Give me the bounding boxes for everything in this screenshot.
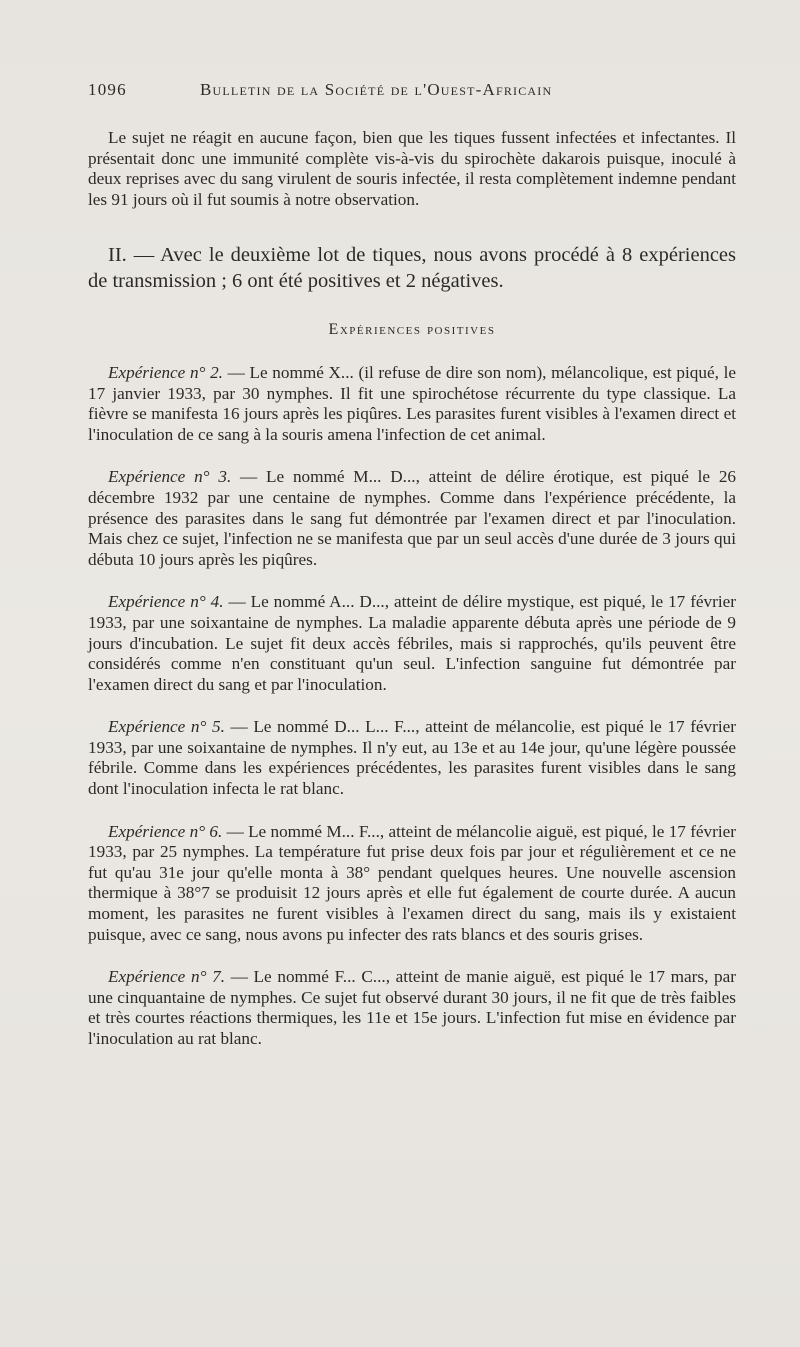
experiment-text: — Le nommé F... C..., atteint de manie aiguë, est piqué le 17 mars, par une cinquantaine de nymphes. Ce sujet fut observé durant 30 jours, il ne fit que de très faibles et très courtes réactions thermiques, les 11e et 15e jours. L'infection fut mise en évidence par l'inoculation au rat blanc.	[88, 967, 736, 1048]
experiment-paragraph	[88, 467, 736, 570]
experiment-text: — Le nommé M... D..., atteint de délire érotique, est piqué le 26 décembre 1932 par une centaine de nymphes. Comme dans l'expérience précédente, la présence des parasites dans le sang fut démontrée par l'examen direct et par l'inoculation. Mais chez ce sujet, l'infection ne se manifesta que par un seul accès d'une durée de 3 jours qui débuta 10 jours après les piqûres.	[88, 467, 737, 569]
experiment-label: Expérience n° 3.	[108, 467, 232, 487]
section-ii-paragraph: II. — Avec le deuxième lot de tiques, nous avons procédé à 8 expériences de transmission ; 6 ont été positives et 2 négatives.	[88, 244, 736, 293]
running-header	[88, 80, 716, 106]
experiment-label: Expérience n° 4.	[108, 592, 224, 612]
experiment-label: Expérience n° 7.	[108, 967, 226, 987]
experiment-paragraph	[88, 717, 736, 799]
intro-paragraph: Le sujet ne réagit en aucune façon, bien que les tiques fussent infectées et infectantes. Il présentait donc une immunité complète vis-à-vis du spirochète dakarois puisque, inoculé à deux reprises avec du sang virulent de souris infectée, il resta complètement indemne pendant les 91 jours où il fut soumis à notre observation.	[88, 128, 736, 209]
experiment-paragraph	[88, 592, 736, 695]
experiment-label: Expérience n° 5.	[108, 717, 225, 737]
experiment-label: Expérience n° 6.	[108, 821, 223, 841]
experiment-paragraph	[88, 967, 736, 1049]
experiment-paragraph	[88, 363, 736, 445]
experiment-label: Expérience n° 2.	[108, 362, 223, 382]
experiment-text: — Le nommé A... D..., atteint de délire mystique, est piqué, le 17 février 1933, par une soixantaine de nymphes. La maladie apparente débuta après une période de 9 jours d'incubation. Le sujet fit deux accès fébriles, mais si rapprochés, qu'ils peuvent être considérés comme n'en constituant qu'un seul. L'infection sanguine fut démontrée par l'examen direct du sang et par l'inoculation.	[88, 592, 737, 694]
experiment-paragraph	[88, 822, 736, 946]
journal-title: Bulletin de la Société de l'Ouest-Africain	[200, 80, 553, 99]
experiment-text: — Le nommé M... F..., atteint de mélancolie aiguë, est piqué, le 17 février 1933, par 25 nymphes. La température fut prise deux fois par jour et régulièrement et ce ne fut qu'au 31e jour qu'elle monta à 38° pendant quelques heures. Une nouvelle ascension thermique à 38°7 se produisit 12 jours après et elle fut également de courte durée. A aucun moment, les parasites ne furent visibles à l'examen direct du sang, mais ils y existaient puisque, avec ce sang, nous avons pu infecter des rats blancs et des souris grises.	[88, 821, 736, 944]
experiment-text: — Le nommé X... (il refuse de dire son nom), mélancolique, est piqué, le 17 janvier 1933, par 30 nymphes. Il fit une spirochétose récurrente du type classique. La fièvre se manifesta 16 jours après les piqûres. Les parasites furent visibles à l'examen direct et l'inoculation de ce sang à la souris amena l'infection de cet animal.	[88, 362, 736, 444]
page-number: 1096	[88, 80, 127, 99]
experiment-text: — Le nommé D... L... F..., atteint de mélancolie, est piqué le 17 février 1933, par une soixantaine de nymphes. Il n'y eut, au 13e et au 14e jour, qu'une légère poussée fébrile. Comme dans les expériences précédentes, les parasites furent visibles dans le sang dont l'inoculation infecta le rat blanc.	[88, 717, 736, 799]
article-body	[88, 128, 736, 1050]
section-subheading: Expériences positives	[328, 321, 496, 339]
